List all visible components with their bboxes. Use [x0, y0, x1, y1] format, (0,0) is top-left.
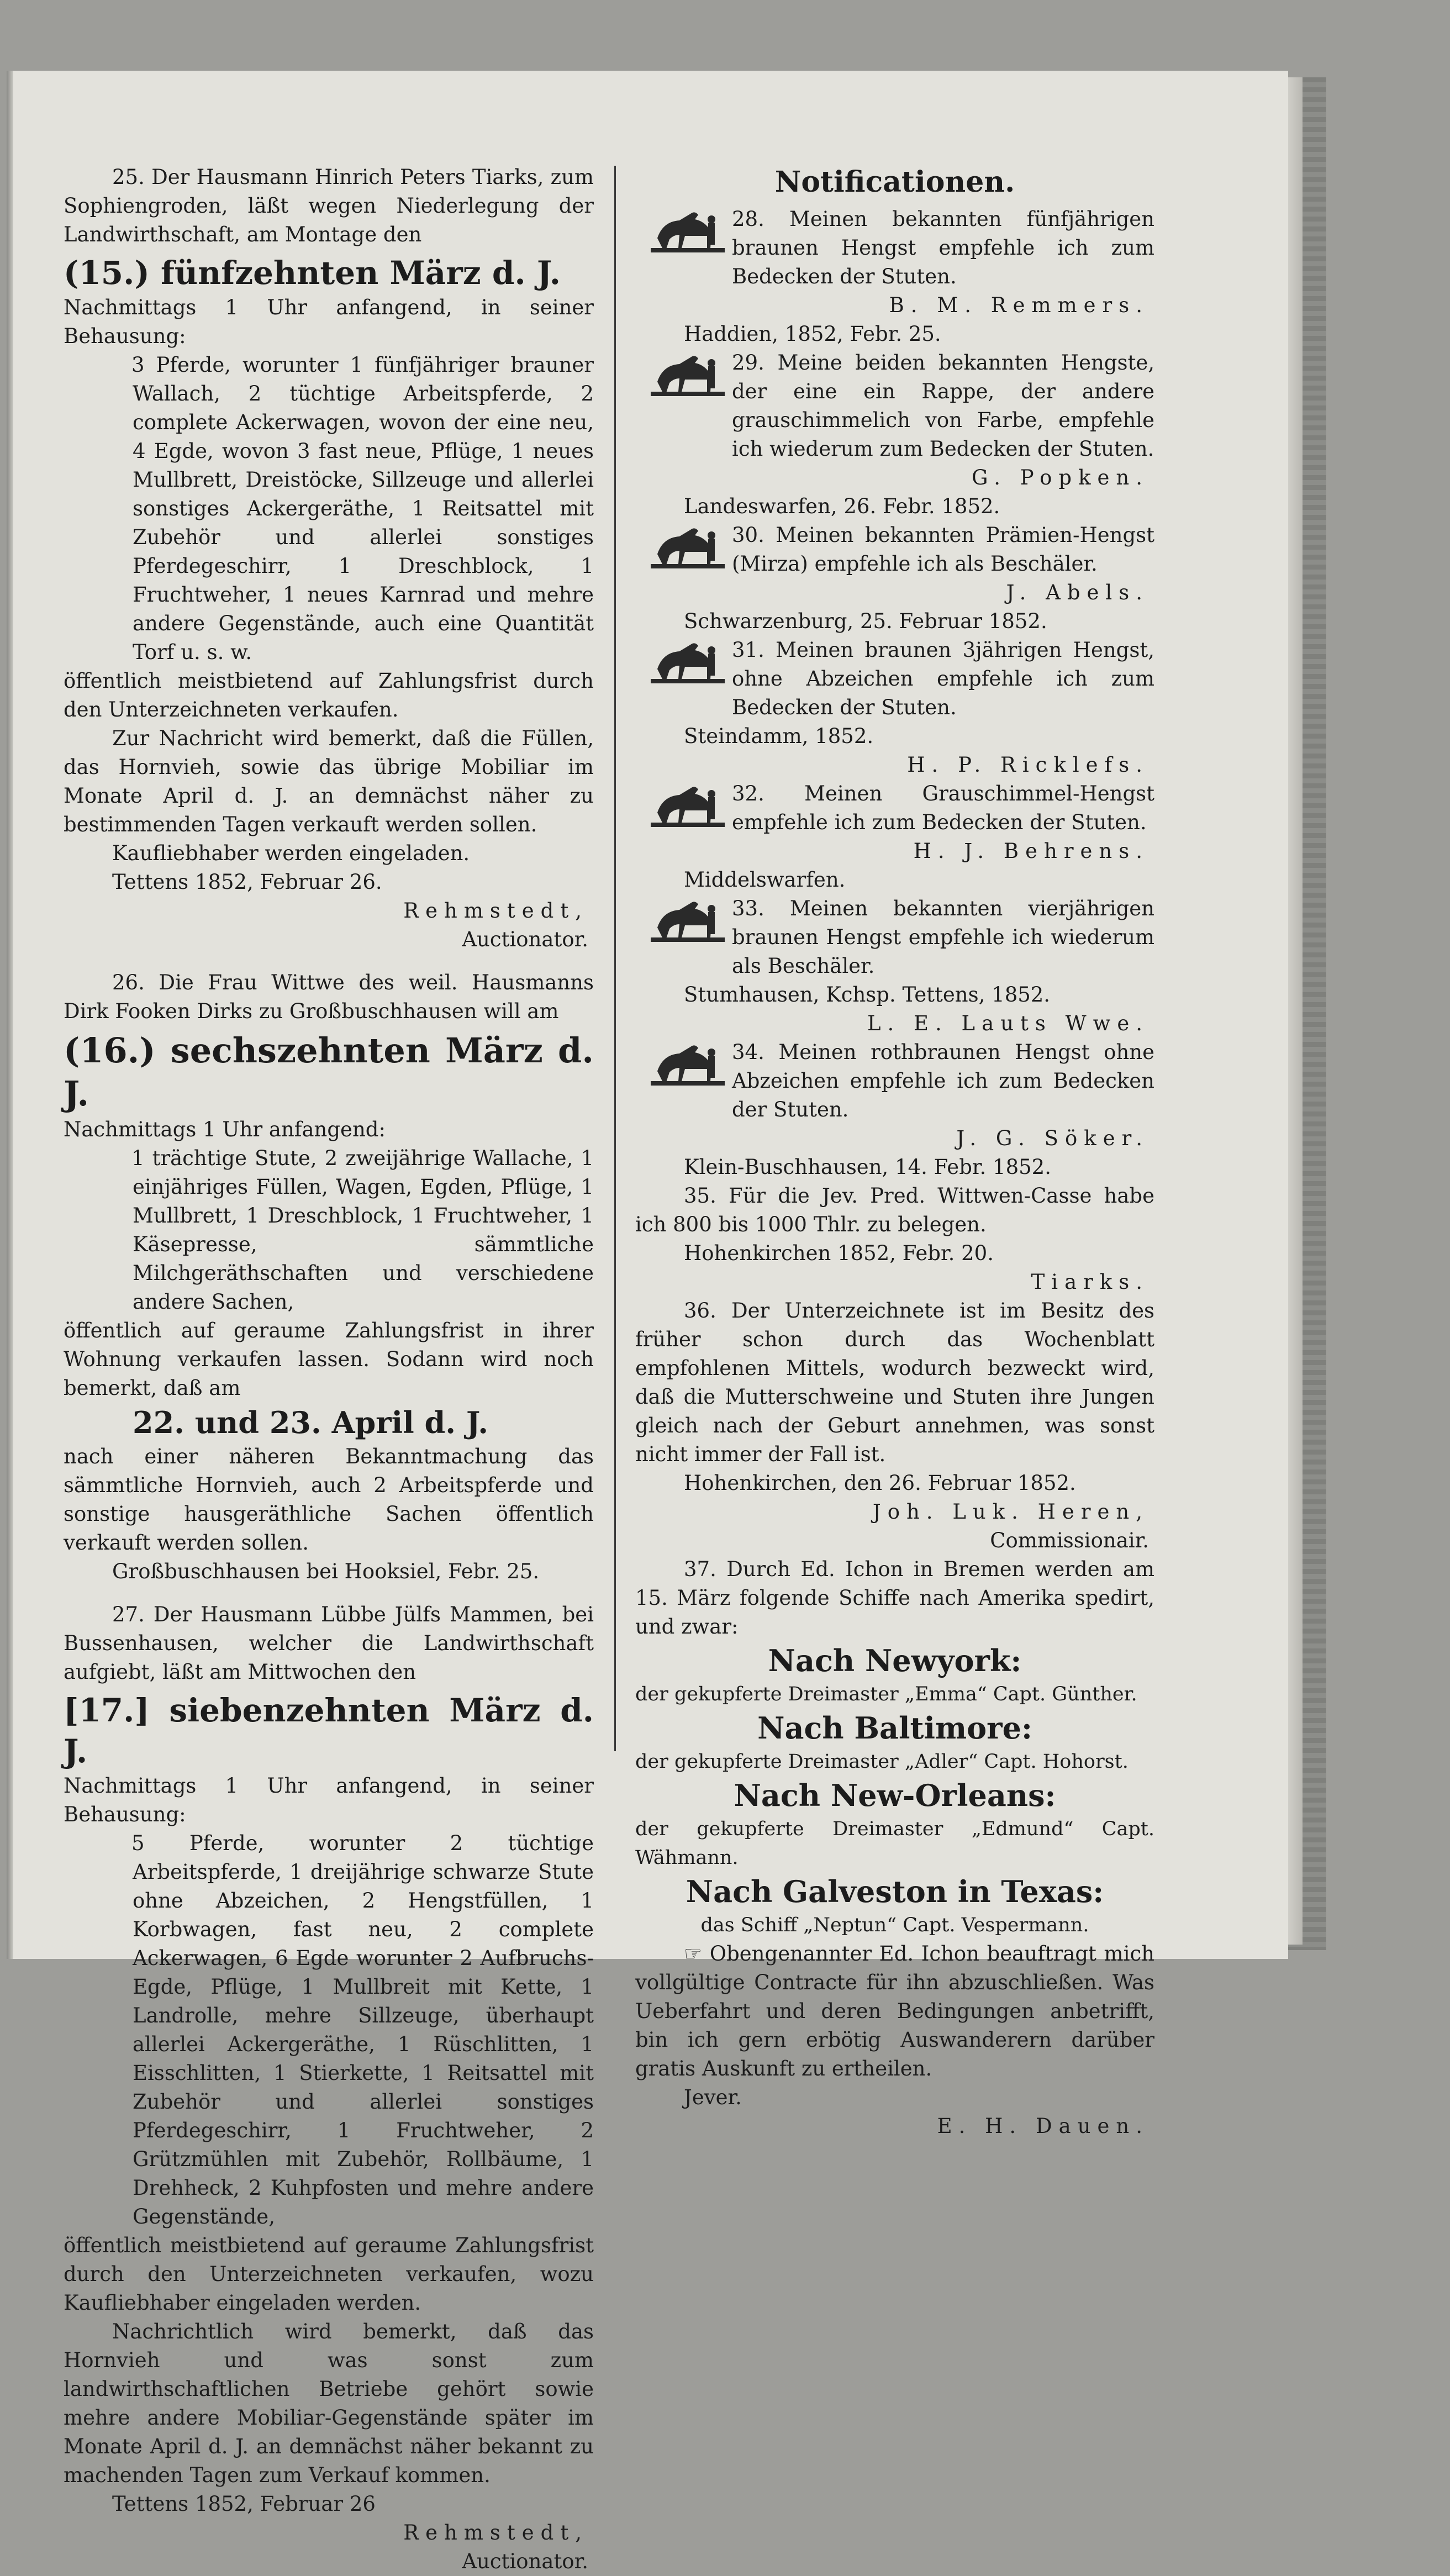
notice-32-signature: H. J. Behrens.	[913, 839, 1149, 863]
notice-29-place: Landeswarfen, 26. Febr. 1852.	[684, 494, 1000, 518]
notice-35-text: 35. Für die Jev. Pred. Wittwen-Casse habe ich 800 bis 1000 Thlr. zu belegen.	[635, 1184, 1154, 1236]
ship-line: der gekupferte Dreimaster „Emma“ Capt. Günther.	[635, 1683, 1137, 1705]
notice-26-intro: 26. Die Frau Wittwe des weil. Hausmanns Dirk Fooken Dirks zu Großbuschhausen will am	[64, 971, 594, 1023]
gutter-shadow	[7, 71, 13, 1959]
notice-28	[635, 205, 1154, 291]
notice-34	[635, 1038, 1154, 1153]
notice-32	[635, 779, 1154, 866]
notice-27-intro: 27. Der Hausmann Lübbe Jülfs Mammen, bei Bussenhausen, welcher die Landwirthschaft aufgiebt, läßt am Mittwochen den	[64, 1603, 594, 1684]
ship-destination: Nach Galveston in Texas:	[686, 1874, 1104, 1909]
notice-27-place: Tettens 1852, Februar 26	[112, 2492, 376, 2516]
horse-icon	[646, 779, 729, 830]
notifications-heading: Notificationen.	[774, 165, 1015, 199]
notice-31-signature: H. P. Ricklefs.	[907, 753, 1149, 777]
notice-31-text: 31. Meinen braunen 3jährigen Hengst, ohne Abzeichen empfehle ich zum Bedecken der Stuten.	[732, 638, 1154, 719]
notice-25-intro: 25. Der Hausmann Hinrich Peters Tiarks, zum Sophiengroden, läßt wegen Niederlegung der Landwirthschaft, am Montage den	[64, 165, 594, 246]
notice-36-text: 36. Der Unterzeichnete ist im Besitz des früher schon durch das Wochenblatt empfohlenen Mittels, wodurch bezweckt wird, daß die Mutterschweine und Stuten ihre Jungen gleich nach der Geburt annehmen, was sonst nicht immer der Fall ist.	[635, 1299, 1154, 1466]
notice-26-date: (16.) sechszehnten März d. J.	[64, 1030, 594, 1114]
notice-28-text: 28. Meinen bekannten fünfjährigen braunen Hengst empfehle ich zum Bedecken der Stuten.	[732, 207, 1154, 288]
notice-35-place: Hohenkirchen 1852, Febr. 20.	[684, 1241, 994, 1265]
column-rule	[614, 166, 616, 1751]
notice-26-time: Nachmittags 1 Uhr anfangend:	[64, 1118, 386, 1141]
notice-37-agent: ☞ Obengenannter Ed. Ichon beauftragt mich vollgültige Contracte für ihn abzuschließen. Was Ueberfahrt und deren Bedingungen anbetrifft, bin ich gern erbötig Auswanderern darüber gratis Auskunft zu ertheilen.	[635, 1942, 1154, 2080]
notice-27-note: Nachrichtlich wird bemerkt, daß das Hornvieh und was sonst zum landwirthschaftlichen Betriebe gehört sowie mehre andere Mobiliar-Gegenstände später im Monate April d. J. an demnächst näher bekannt zu machenden Tagen zum Verkauf kommen.	[64, 2320, 594, 2487]
notice-34-text: 34. Meinen rothbraunen Hengst ohne Abzeichen empfehle ich zum Bedecken der Stuten.	[732, 1040, 1154, 1121]
notice-27-title: Auctionator.	[462, 2549, 588, 2573]
notice-25-place: Tettens 1852, Februar 26.	[112, 870, 382, 894]
ship-line: der gekupferte Dreimaster „Adler“ Capt. Hohorst.	[635, 1751, 1129, 1773]
notice-27-date: [17.] siebenzehnten März d. J.	[64, 1692, 594, 1770]
notice-27-time: Nachmittags 1 Uhr anfangend, in seiner Behausung:	[64, 1774, 594, 1826]
horse-icon	[646, 349, 729, 399]
notice-30-text: 30. Meinen bekannten Prämien-Hengst (Mirza) empfehle ich als Beschäler.	[732, 523, 1154, 576]
horse-icon	[646, 521, 729, 572]
notice-36-place: Hohenkirchen, den 26. Februar 1852.	[684, 1471, 1076, 1495]
horse-icon	[646, 636, 729, 687]
notice-34-signature: J. G. Söker.	[956, 1126, 1149, 1150]
notice-29	[635, 349, 1154, 463]
notice-33-place: Stumhausen, Kchsp. Tettens, 1852.	[684, 983, 1051, 1007]
notice-25-note: Zur Nachricht wird bemerkt, daß die Füllen, das Hornvieh, sowie das übrige Mobiliar im Monate April d. J. an demnächst näher zu bestimmenden Tagen verkauft werden sollen.	[64, 726, 594, 836]
notice-26-place: Großbuschhausen bei Hooksiel, Febr. 25.	[112, 1560, 540, 1583]
notice-28-signature: B. M. Remmers.	[889, 293, 1149, 317]
notice-30-place: Schwarzenburg, 25. Februar 1852.	[684, 609, 1047, 633]
notice-25-title: Auctionator.	[462, 928, 588, 951]
notice-27-sale: öffentlich meistbietend auf geraume Zahlungsfrist durch den Unterzeichneten verkaufen, wozu Kaufliebhaber eingeladen werden.	[64, 2233, 594, 2315]
ship-destination: Nach Newyork:	[768, 1643, 1022, 1678]
notice-25-buyers: Kaufliebhaber werden eingeladen.	[112, 841, 470, 865]
notice-33-text: 33. Meinen bekannten vierjährigen braunen Hengst empfehle ich wiederum als Beschäler.	[732, 897, 1154, 978]
notice-25-signature: Rehmstedt,	[403, 899, 588, 923]
notice-31	[635, 636, 1154, 722]
notice-36-title: Commissionair.	[990, 1529, 1149, 1552]
notice-26-date2: 22. und 23. April d. J.	[133, 1405, 489, 1440]
notice-30-signature: J. Abels.	[1006, 581, 1149, 604]
horse-icon	[646, 894, 729, 945]
notice-25-date: (15.) fünfzehnten März d. J.	[64, 254, 561, 292]
notice-25-sale: öffentlich meistbietend auf Zahlungsfrist durch den Unterzeichneten verkaufen.	[64, 669, 594, 721]
notice-32-text: 32. Meinen Grauschimmel-Hengst empfehle ich zum Bedecken der Stuten.	[732, 782, 1154, 834]
ship-destination: Nach Baltimore:	[757, 1710, 1032, 1746]
ship-line: der gekupferte Dreimaster „Edmund“ Capt. Wähmann.	[635, 1818, 1154, 1869]
notice-30	[635, 521, 1154, 607]
notice-27-signature: Rehmstedt,	[403, 2521, 588, 2545]
notice-32-place: Middelswarfen.	[684, 868, 846, 892]
notice-26-after: nach einer näheren Bekanntmachung das sämmtliche Hornvieh, auch 2 Arbeitspferde und sonstige hausgeräthliche Sachen öffentlich verkauft werden sollen.	[64, 1445, 594, 1555]
notice-37-place: Jever.	[684, 2085, 742, 2109]
notice-33-signature: L. E. Lauts Wwe.	[867, 1012, 1149, 1035]
horse-icon	[646, 1038, 729, 1089]
right-column	[635, 163, 1154, 2141]
notice-25-items: 3 Pferde, worunter 1 fünfjähriger brauner Wallach, 2 tüchtige Arbeitspferde, 2 complete Ackerwagen, wovon der eine neu, 4 Egde, wovon 3 fast neue, Pflüge, 1 neues Mullbrett, Dreistöcke, Sillzeuge und allerlei sonstiges Ackergeräthe, 1 Reitsattel mit Zubehör und allerlei sonstiges Pferdegeschirr, 1 Dreschblock, 1 Fruchtweher, 1 neues Karnrad und mehre andere Gegenstände, auch eine Quantität Torf u. s. w.	[131, 353, 594, 664]
notice-35-signature: Tiarks.	[1031, 1270, 1149, 1294]
notice-26-items: 1 trächtige Stute, 2 zweijährige Wallache, 1 einjähriges Füllen, Wagen, Egden, Pflüge, 1 Mullbrett, 1 Dreschblock, 1 Fruchtweher, 1 Käsepresse, sämmtliche Milchgeräthschaften und verschiedene andere Sachen,	[131, 1146, 594, 1314]
notice-31-place: Steindamm, 1852.	[684, 724, 874, 748]
notice-26-sale: öffentlich auf geraume Zahlungsfrist in ihrer Wohnung verkaufen lassen. Sodann wird noch bemerkt, daß am	[64, 1319, 594, 1400]
ship-line: das Schiff „Neptun“ Capt. Vespermann.	[700, 1914, 1089, 1936]
notice-29-signature: G. Popken.	[971, 466, 1149, 489]
notice-25-time: Nachmittags 1 Uhr anfangend, in seiner Behausung:	[64, 296, 594, 348]
ship-destination: Nach New-Orleans:	[734, 1778, 1056, 1813]
notice-36-signature: Joh. Luk. Heren,	[872, 1500, 1149, 1524]
notice-37-text: 37. Durch Ed. Ichon in Bremen werden am 15. März folgende Schiffe nach Amerika spedirt, und zwar:	[635, 1557, 1154, 1639]
notice-29-text: 29. Meine beiden bekannten Hengste, der eine ein Rappe, der andere grauschimmelich von Farbe, empfehle ich wiederum zum Bedecken der Stuten.	[732, 351, 1154, 461]
notice-34-place: Klein-Buschhausen, 14. Febr. 1852.	[684, 1155, 1051, 1179]
notice-37-signature: E. H. Dauen.	[937, 2114, 1149, 2138]
notice-27-items: 5 Pferde, worunter 2 tüchtige Arbeitspferde, 1 dreijährige schwarze Stute ohne Abzeichen, 2 Hengstfüllen, 1 Korbwagen, fast neu, 2 complete Ackerwagen, 6 Egde worunter 2 Aufbruchs-Egde, Pflüge, 1 Mullbreit mit Kette, 1 Landrolle, mehre Sillzeuge, überhaupt allerlei Ackergeräthe, 1 Rüschlitten, 1 Eisschlitten, 1 Stierkette, 1 Reitsattel mit Zubehör und allerlei sonstiges Pferdegeschirr, 1 Fruchtweher, 2 Grützmühlen mit Zubehör, Rollbäume, 1 Drehheck, 2 Kuhpfosten und mehre andere Gegenstände,	[131, 1831, 594, 2229]
horse-icon	[646, 205, 729, 256]
notice-33	[635, 894, 1154, 981]
left-column	[64, 163, 594, 2576]
notice-28-place: Haddien, 1852, Febr. 25.	[684, 322, 941, 346]
